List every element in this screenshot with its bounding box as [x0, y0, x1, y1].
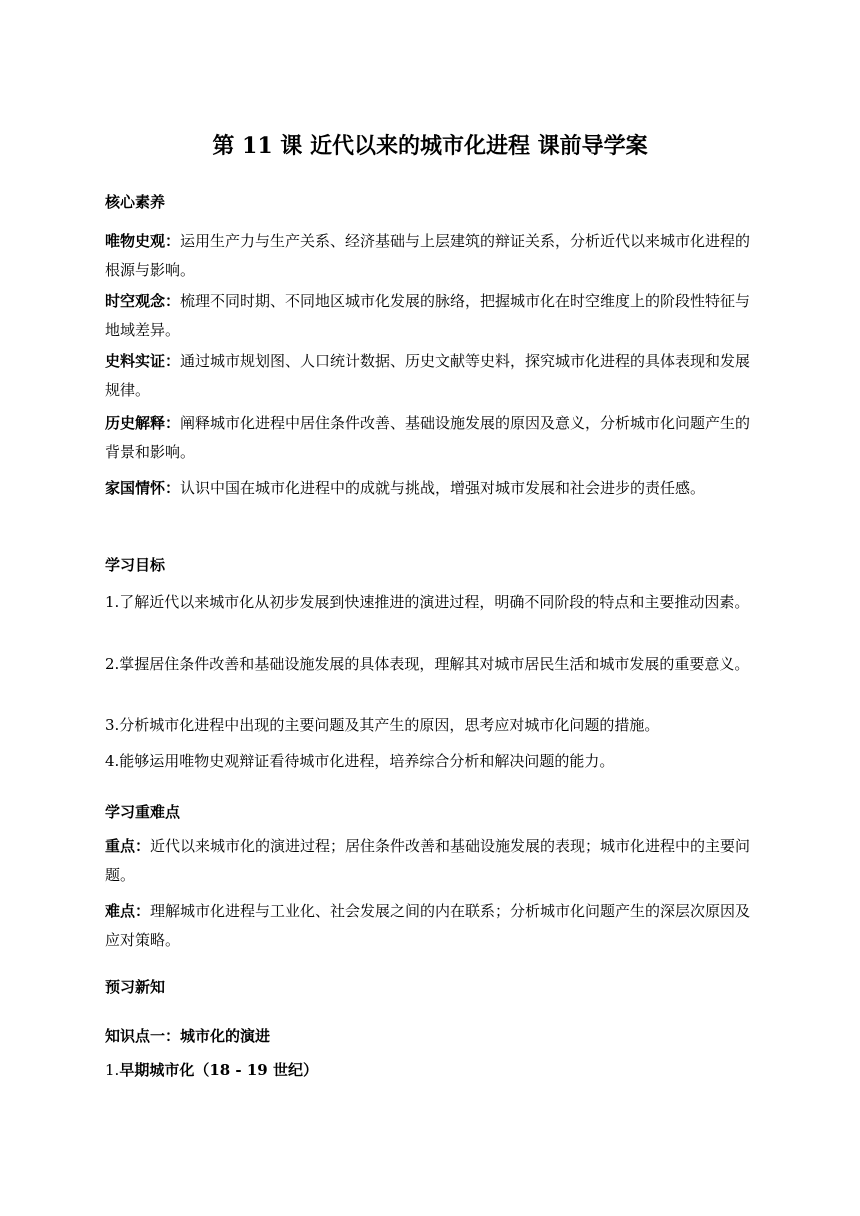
core-item-evidence — [105, 347, 755, 405]
goal-item: 2.掌握居住条件改善和基础设施发展的具体表现，理解其对城市居民生活和城市发展的重要意义。 — [105, 655, 750, 673]
difficult-point-item — [105, 897, 755, 955]
core-item-label: 家国情怀： — [105, 479, 181, 497]
core-item-label: 唯物史观： — [105, 232, 181, 250]
core-item-text: 认识中国在城市化进程中的成就与挑战，增强对城市发展和社会进步的责任感。 — [180, 479, 706, 497]
knowledge-item-number: 1. — [105, 1061, 120, 1079]
goal-item: 4.能够运用唯物史观辩证看待城市化进程，培养综合分析和解决问题的能力。 — [105, 752, 615, 770]
goal-item: 1.了解近代以来城市化从初步发展到快速推进的演进过程，明确不同阶段的特点和主要推动因素。 — [105, 593, 750, 611]
core-item-label: 历史解释： — [105, 414, 181, 432]
core-item-text: 阐释城市化进程中居住条件改善、基础设施发展的原因及意义，分析城市化问题产生的背景和影响。 — [105, 414, 751, 461]
knowledge-item — [105, 1058, 318, 1082]
core-item-text: 梳理不同时期、不同地区城市化发展的脉络，把握城市化在时空维度上的阶段性特征与地域差异。 — [105, 292, 751, 339]
goal-item: 3.分析城市化进程中出现的主要问题及其产生的原因，思考应对城市化问题的措施。 — [105, 716, 660, 734]
core-item-explanation — [105, 409, 755, 467]
core-item-text: 通过城市规划图、人口统计数据、历史文献等史料，探究城市化进程的具体表现和发展规律。 — [105, 352, 751, 399]
key-point-text: 理解城市化进程与工业化、社会发展之间的内在联系；分析城市化问题产生的深层次原因及应对策略。 — [105, 902, 751, 949]
page-title: 第 11 课 近代以来的城市化进程 课前导学案 — [212, 133, 648, 159]
key-point-label: 重点： — [105, 837, 151, 855]
key-point-label: 难点： — [105, 902, 151, 920]
key-point-text: 近代以来城市化的演进过程；居住条件改善和基础设施发展的表现；城市化进程中的主要问题。 — [105, 837, 751, 884]
section-heading-core: 核心素养 — [105, 193, 166, 211]
section-heading-goals: 学习目标 — [105, 556, 166, 574]
key-point-item — [105, 832, 755, 890]
core-item-label: 史料实证： — [105, 352, 181, 370]
core-item-text: 运用生产力与生产关系、经济基础与上层建筑的辩证关系，分析近代以来城市化进程的根源与影响。 — [105, 232, 751, 279]
knowledge-item-title: 早期城市化（18 - 19 世纪） — [119, 1061, 318, 1079]
section-heading-key-points: 学习重难点 — [105, 803, 181, 821]
core-item-spacetime — [105, 287, 755, 345]
knowledge-point-heading: 知识点一：城市化的演进 — [105, 1027, 271, 1045]
core-item-patriotism — [105, 474, 755, 503]
core-item-label: 时空观念： — [105, 292, 181, 310]
core-item-materialism — [105, 227, 755, 285]
section-heading-preview: 预习新知 — [105, 978, 166, 996]
